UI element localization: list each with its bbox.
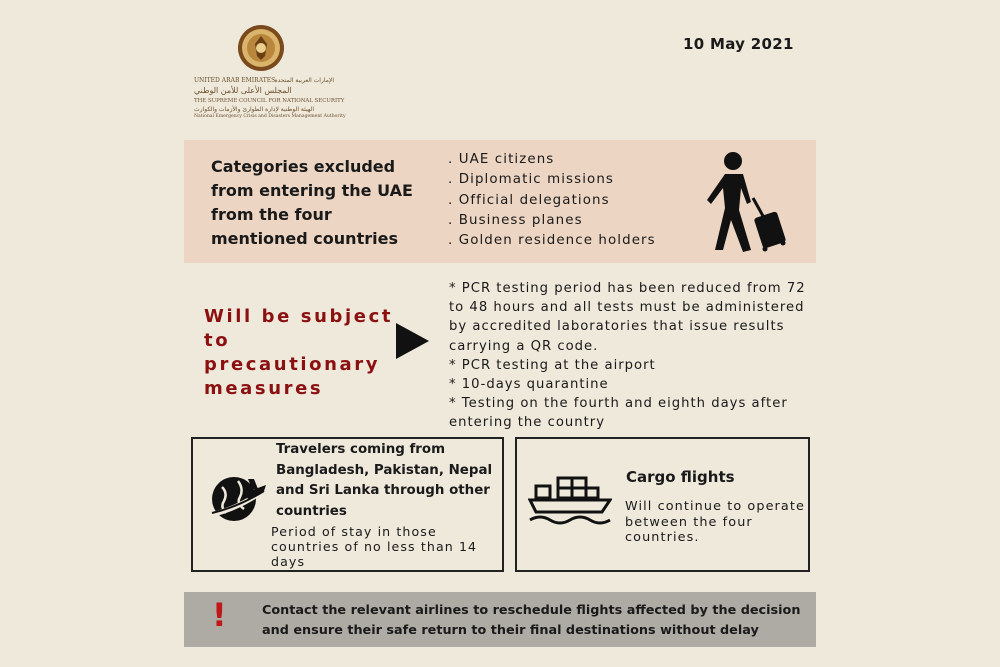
categories-list [448,150,656,251]
traveler-with-luggage-icon [703,150,795,253]
seal-english-line-3: National Emergency Crisis and Disasters Management Authority [194,114,346,119]
uae-emblem-icon [237,24,285,72]
cargo-title: Cargo flights [626,468,735,486]
date-label: 10 May 2021 [683,35,794,53]
list-item: . Business planes [448,212,583,228]
precautions-title: Will be subject to precautionary measures [204,306,394,399]
seal-arabic-line-3: الهيئة الوطنية لإدارة الطوارئ والأزمات والكوارث [194,106,315,113]
globe-plane-icon [208,469,268,527]
seal-arabic-line-2: المجلس الأعلى للأمن الوطني [194,86,292,95]
seal-arabic-line-1: الإمارات العربية المتحدة [274,77,334,84]
list-item: . Golden residence holders [448,233,656,249]
list-item: * 10-days quarantine [449,377,609,393]
exclamation-icon: ! [212,596,227,634]
notice-text: Contact the relevant airlines to reschedule flights affected by the decision and ensure their safe return to their final destinations without delay [262,603,801,638]
play-arrow-icon [396,323,429,359]
travelers-title: Travelers coming from Bangladesh, Pakistan, Nepal and Sri Lanka through other countries [276,442,493,519]
categories-title: Categories excluded from entering the UAE from the four mentioned countries [211,157,413,248]
list-item: * PCR testing period has been reduced from 72 to 48 hours and all tests must be administered by accredited laboratories that issue results carrying a QR code. [449,281,806,354]
cargo-text: Will continue to operate between the four countries. [625,499,805,545]
list-item: * Testing on the fourth and eighth days after entering the country [449,396,788,431]
seal-english-line-1: UNITED ARAB EMIRATES [194,77,276,84]
seal-english-line-2: THE SUPREME COUNCIL FOR NATIONAL SECURITY [194,98,345,104]
list-item: . UAE citizens [448,152,555,167]
cargo-ship-icon [528,474,612,528]
list-item: . Diplomatic missions [448,172,614,188]
precautions-list [449,279,814,433]
travelers-note: Period of stay in those countries of no less than 14 days [271,524,478,569]
list-item: . Official delegations [448,192,610,208]
list-item: * PCR testing at the airport [449,357,656,373]
